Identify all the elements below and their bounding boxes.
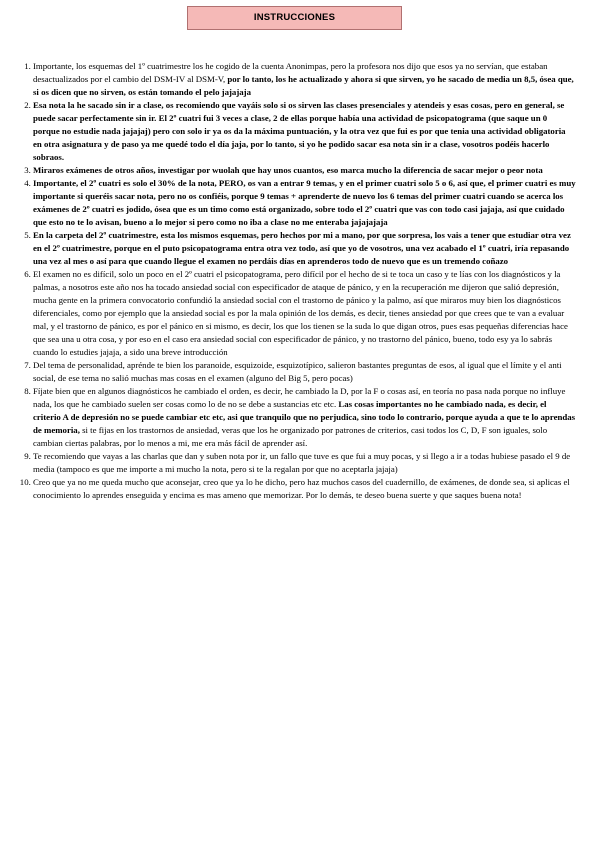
instruction-text: Fíjate bien que en algunos diagnósticos he cambiado el orden, es decir, he cambiado la D, por la F o cosas así, en teoría no pasa nada porque no influye nada, los que he cambiado suelen ser cosas como lo de no se debe a sustancias etc etc.	[33, 386, 566, 409]
instruction-item	[33, 99, 576, 164]
instruction-item	[33, 476, 576, 502]
instructions-title: INSTRUCCIONES	[187, 6, 402, 30]
instruction-item	[33, 359, 576, 385]
instruction-item	[33, 385, 576, 450]
instruction-text-bold: Esa nota la he sacado sin ir a clase, os recomiendo que vayáis solo si os sirven las clases presenciales y atendeis y esas cosas, pero en general, se puede sacar perfectamente sin ir. El 2º cuatri fui 3 veces a clase, 2 de ellas porque había una actividad de psicopatograma (que saque un 0 porque no estudie nada jajajaj) pero con solo ir ya os da la máxima puntuación, y la otra vez que fui es por que tenia una actividad obligatoria en otra asignatura y de paso ya me quedé todo el día jaja, por lo tanto, si yo he podido sacar esa nota sin ir a clase, vosotros podéis hacerlo sobraos.	[33, 100, 566, 162]
instruction-item	[33, 60, 576, 99]
instruction-text-bold: por lo tanto, los he actualizado y ahora si que sirven, yo he sacado de media un 8,5, ósea que, si os dicen que no sirven, os están tomando el pelo jajajaja	[33, 74, 574, 97]
instruction-item	[33, 164, 576, 177]
instruction-item	[33, 177, 576, 229]
instruction-item	[33, 229, 576, 268]
instruction-text-bold: Las cosas importantes no he cambiado nada, es decir, el criterio A de depresión no se puede cambiar etc etc, asi que tranquilo que no perjudica, sino todo lo contrario, porque ayuda a que te lo aprendas de memoria,	[33, 399, 576, 435]
instructions-list	[0, 60, 600, 502]
instruction-text: El examen no es difícil, solo un poco en el 2º cuatri el psicopatograma, pero difícil por el hecho de si te toca un caso y te lías con los diagnósticos y la palmas, a nosotros este año nos ha tocado ansiedad social con especificador de ataque de pánico, y en la recuperación me dijeron que salió depresión, mucha gente en la primera convocatorio confundió la ansiedad social con el trastorno de pánico y la palmo, así que miraros muy bien los diagnósticos diferenciales, como por ejemplo que la ansiedad social es por la mala opinión de los demás, es decir, tienes ansiedad por que crees que te van a evaluar mal, y el trastorno de pánico, es por el pánico en si mismo, es decir, los que los tienen se la suda lo que digan otros, pues esas pequeñas diferencias hace que sea una u otra cosa, y por eso en el caso era ansiedad social con especificador de pánico, y no trastorno del pánico, bueno, todo esy ya lo sabrás cuando lo estudies jajaja, a sido una breve introducción	[33, 269, 568, 357]
instruction-text-bold: Importante, el 2º cuatri es solo el 30% de la nota, PERO, os van a entrar 9 temas, y en el primer cuatri solo 5 o 6, así que, el primer cuatri es muy importante si queréis sacar nota, pero no os confiéis, porque 9 temas + aprenderte de nuevo los 6 temas del primer cuatri cuando se acerca los exámenes de 2º cuatri es jodido, ósea que es un timo como está organizado, sobre todo el 2º cuatri que vas con todo casi jajaja, así que cuidado que esto no te lo avisan, bueno a lo mejor si pero como no iba a clase no me enteraba jajajajaja	[33, 178, 576, 227]
instruction-item	[33, 450, 576, 476]
instruction-text: si te fijas en los trastornos de ansiedad, veras que los he organizado por patrones de criterios, casi todos los C, D, F son iguales, solo cambian ciertas palabras, por lo menos a mi, me era más fácil de aprender así.	[33, 425, 548, 448]
instruction-text: Te recomiendo que vayas a las charlas que dan y suben nota por ir, un fallo que tuve es que fui a muy pocas, y si llego a ir a todas hubiese pasado el 9 de media (tampoco es que me importe a mi mucho la nota, pero si te la regalan por que no aceptarla jajaja)	[33, 451, 571, 474]
instruction-text-bold: Miraros exámenes de otros años, investigar por wuolah que hay unos cuantos, eso marca mucho la diferencia de sacar mejor o peor nota	[33, 165, 543, 175]
instruction-text: Importante, los esquemas del 1º cuatrimestre los he cogido de la cuenta Anonimpas, pero la profesora nos dijo que esos ya no servían, que estaban desactualizados por el cambio del DSM-IV al DSM-V,	[33, 61, 548, 84]
instruction-text: Creo que ya no me queda mucho que aconsejar, creo que ya lo he dicho, pero haz muchos casos del cuadernillo, de exámenes, de donde sea, si aplicas el conocimiento lo aprendes enseguida y encima es mas ameno que memorizar. Por lo demás, te deseo buena suerte y que saques buena nota!	[33, 477, 570, 500]
instruction-item	[33, 268, 576, 359]
instruction-text: Del tema de personalidad, aprénde te bien los paranoide, esquizoide, esquizotípico, salieron bastantes preguntas de esos, al igual que el límite y el anti social, de ese tema no salió muchas mas cosas en el examen (alguno del Big 5, pero pocas)	[33, 360, 562, 383]
instruction-text-bold: En la carpeta del 2º cuatrimestre, esta los mismos esquemas, pero hechos por mi a mano, por que sorpresa, los vais a tener que estudiar otra vez en el 2º cuatrimestre, porque en el puto psicopatograma entra otra vez todo, así que yo de vosotros, una vez acabado el 1º cuatri, iría repasando una vez al mes o así para que cuando llegue el examen no perdáis días en aprenderos todo de nuevo que es un tremendo coñazo	[33, 230, 571, 266]
